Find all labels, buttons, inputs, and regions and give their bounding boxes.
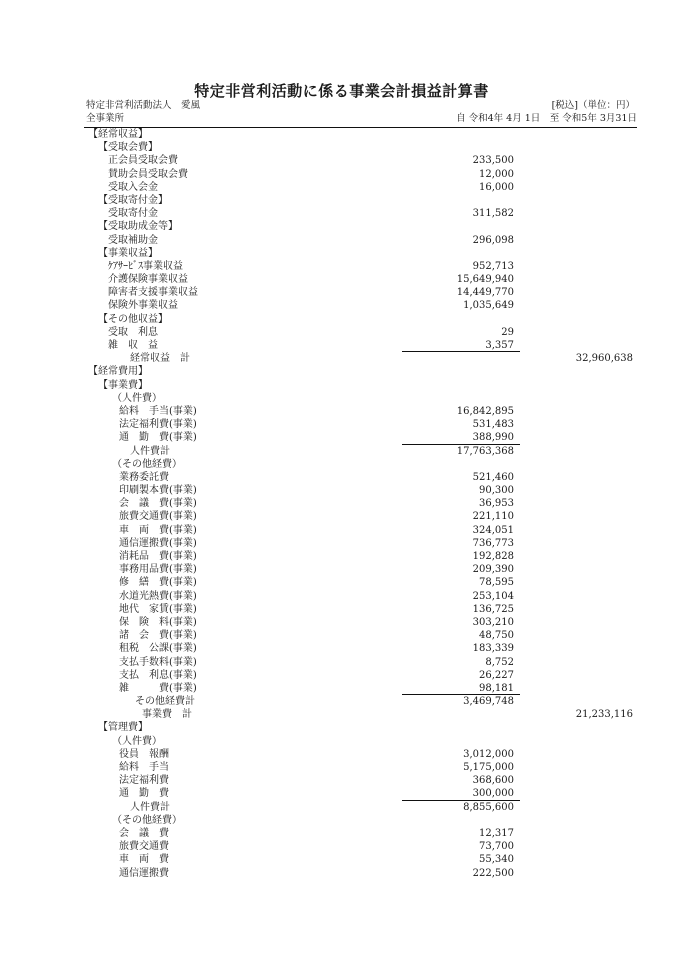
row-amount: 221,110 — [472, 511, 514, 523]
row-label: 賛助会員受取会費 — [108, 168, 188, 180]
row-amount: 136,725 — [472, 603, 514, 615]
period-label: 自 令和4年 4月 1日 至 令和5年 3月31日 — [456, 113, 637, 124]
row-label: 租税 公課(事業) — [119, 643, 197, 655]
statement-row — [0, 853, 683, 866]
statement-row — [0, 405, 683, 418]
row-label: 【経常収益】 — [88, 129, 148, 140]
row-amount: 233,500 — [472, 155, 514, 167]
row-amount: 222,500 — [472, 867, 514, 879]
statement-row — [0, 154, 683, 167]
statement-row — [0, 524, 683, 537]
row-amount: 253,104 — [472, 590, 514, 602]
statement-row — [0, 365, 683, 378]
row-label: 受取補助金 — [108, 234, 158, 246]
statement-row — [0, 141, 683, 154]
row-label: 【管理費】 — [98, 722, 148, 734]
row-label: 通 勤 費(事業) — [119, 432, 197, 444]
row-label: 保険外事業収益 — [108, 300, 178, 312]
row-amount: 209,390 — [472, 564, 514, 576]
statement-row — [0, 563, 683, 576]
statement-row — [0, 339, 683, 352]
statement-row — [0, 220, 683, 233]
row-total-amount: 32,960,638 — [575, 353, 633, 365]
statement-row — [0, 418, 683, 431]
row-label: 事業費 計 — [142, 709, 192, 721]
row-label: 【受取寄付金】 — [98, 194, 168, 206]
statement-row — [0, 168, 683, 181]
statement-row — [0, 128, 683, 141]
statement-row — [0, 484, 683, 497]
row-amount: 3,469,748 — [463, 696, 514, 708]
row-amount: 183,339 — [472, 643, 514, 655]
statement-row — [0, 207, 683, 220]
row-amount: 952,713 — [472, 260, 514, 272]
row-label: 支払 利息(事業) — [119, 669, 197, 681]
statement-body — [0, 128, 683, 880]
row-label: 【受取会費】 — [98, 142, 158, 154]
row-amount: 48,750 — [479, 630, 514, 642]
row-label: 会 議 費(事業) — [119, 498, 197, 510]
statement-row — [0, 761, 683, 774]
row-label: 【その他収益】 — [98, 313, 168, 325]
row-amount: 8,855,600 — [463, 801, 514, 813]
statement-row — [0, 379, 683, 392]
statement-row — [0, 510, 683, 523]
row-amount: 192,828 — [472, 551, 514, 562]
statement-row — [0, 603, 683, 616]
row-label: 法定福利費 — [119, 775, 169, 787]
row-label: 【経常費用】 — [88, 366, 148, 378]
row-amount: 55,340 — [479, 854, 514, 866]
statement-row — [0, 787, 683, 800]
row-amount: 98,181 — [479, 682, 514, 694]
row-label: 雑 収 益 — [108, 340, 158, 351]
row-label: 雑 費(事業) — [119, 682, 197, 694]
row-label: 旅費交通費(事業) — [119, 511, 197, 523]
row-label: 受取寄付金 — [108, 208, 158, 220]
row-label: 水道光熱費(事業) — [119, 590, 197, 602]
row-amount: 324,051 — [472, 524, 514, 536]
row-label: 【受取助成金等】 — [98, 221, 178, 233]
statement-row — [0, 299, 683, 312]
row-label: 通信運搬費 — [119, 867, 169, 879]
row-label: 保 険 料(事業) — [119, 616, 197, 628]
row-label: 人件費計 — [130, 801, 170, 813]
unit-note: [税込]（単位：円） — [551, 100, 635, 111]
statement-row — [0, 352, 683, 365]
statement-row — [0, 234, 683, 247]
statement-title: 特定非営利活動に係る事業会計損益計算書 — [194, 82, 489, 100]
statement-row — [0, 550, 683, 563]
row-amount: 300,000 — [472, 788, 514, 800]
row-label: 法定福利費(事業) — [119, 419, 197, 431]
row-label: （その他経費） — [112, 814, 182, 826]
statement-row — [0, 497, 683, 510]
statement-row — [0, 669, 683, 682]
row-amount: 15,649,940 — [456, 274, 514, 286]
row-label: （その他経費） — [112, 458, 182, 470]
row-amount: 368,600 — [472, 775, 514, 787]
row-label: 受取 利息 — [108, 326, 158, 338]
statement-row — [0, 801, 683, 814]
row-label: 【事業費】 — [98, 379, 148, 391]
statement-row — [0, 247, 683, 260]
statement-row — [0, 286, 683, 299]
statement-row — [0, 695, 683, 708]
statement-row — [0, 642, 683, 655]
statement-row — [0, 313, 683, 326]
row-label: その他経費計 — [135, 696, 195, 708]
statement-row — [0, 590, 683, 603]
row-amount: 521,460 — [472, 471, 514, 483]
statement-row — [0, 827, 683, 840]
row-label: （人件費） — [112, 392, 162, 404]
statement-row — [0, 260, 683, 273]
row-label: （人件費） — [112, 735, 162, 747]
row-label: 介護保険事業収益 — [108, 274, 188, 286]
statement-row — [0, 616, 683, 629]
row-label: 諸 会 費(事業) — [119, 630, 197, 642]
row-label: 支払手数料(事業) — [119, 656, 197, 668]
row-label: 経常収益 計 — [130, 353, 190, 365]
row-amount: 736,773 — [472, 537, 514, 549]
row-label: 障害者支援事業収益 — [108, 287, 198, 299]
statement-row — [0, 721, 683, 734]
row-amount: 16,000 — [479, 181, 514, 193]
row-amount: 29 — [501, 326, 514, 338]
row-label: 旅費交通費 — [119, 841, 169, 853]
statement-row — [0, 326, 683, 339]
statement-row — [0, 748, 683, 761]
statement-row — [0, 458, 683, 471]
statement-row — [0, 867, 683, 880]
row-label: 給料 手当(事業) — [119, 405, 197, 417]
row-label: 印刷製本費(事業) — [119, 485, 197, 497]
row-label: 通信運搬費(事業) — [119, 537, 197, 549]
row-amount: 90,300 — [479, 485, 514, 497]
division-label: 全事業所 — [86, 113, 125, 124]
row-amount: 17,763,368 — [456, 445, 514, 457]
row-label: 車 両 費 — [119, 854, 169, 866]
row-label: 役員 報酬 — [119, 748, 169, 760]
row-amount: 1,035,649 — [463, 300, 514, 312]
statement-row — [0, 774, 683, 787]
statement-row — [0, 537, 683, 550]
row-amount: 73,700 — [479, 841, 514, 853]
statement-row — [0, 629, 683, 642]
row-label: 正会員受取会費 — [108, 155, 178, 167]
statement-row — [0, 576, 683, 589]
statement-row — [0, 735, 683, 748]
row-amount: 3,357 — [485, 340, 514, 351]
row-label: ｹｱｻｰﾋﾞｽ事業収益 — [108, 260, 183, 272]
row-total-amount: 21,233,116 — [575, 709, 633, 721]
row-label: 会 議 費 — [119, 827, 169, 839]
statement-row — [0, 708, 683, 721]
row-amount: 16,842,895 — [456, 405, 514, 417]
row-label: 通 勤 費 — [119, 788, 169, 800]
row-amount: 531,483 — [472, 419, 514, 431]
row-amount: 388,990 — [472, 432, 514, 444]
statement-row — [0, 392, 683, 405]
statement-row — [0, 471, 683, 484]
row-label: 人件費計 — [130, 445, 170, 457]
row-amount: 26,227 — [479, 669, 514, 681]
row-amount: 36,953 — [479, 498, 514, 510]
statement-row — [0, 682, 683, 695]
statement-row — [0, 181, 683, 194]
row-amount: 5,175,000 — [463, 762, 514, 773]
row-label: 地代 家賃(事業) — [119, 603, 197, 615]
statement-row — [0, 273, 683, 286]
row-amount: 8,752 — [485, 656, 514, 668]
statement-row — [0, 194, 683, 207]
row-amount: 3,012,000 — [463, 748, 514, 760]
row-amount: 311,582 — [472, 208, 514, 220]
row-amount: 78,595 — [479, 577, 514, 589]
statement-row — [0, 840, 683, 853]
row-label: 車 両 費(事業) — [119, 524, 197, 536]
row-label: 修 繕 費(事業) — [119, 577, 197, 589]
statement-row — [0, 445, 683, 458]
statement-row — [0, 656, 683, 669]
row-amount: 296,098 — [472, 234, 514, 246]
row-label: 消耗品 費(事業) — [119, 551, 197, 562]
row-label: 事務用品費(事業) — [119, 564, 197, 576]
row-amount: 12,317 — [479, 827, 514, 839]
row-amount: 12,000 — [479, 168, 514, 180]
statement-row — [0, 431, 683, 444]
row-amount: 14,449,770 — [456, 287, 514, 299]
row-label: 受取入会金 — [108, 181, 158, 193]
row-label: 業務委託費 — [119, 471, 169, 483]
statement-row — [0, 814, 683, 827]
organization-name: 特定非営利活動法人 愛風 — [86, 100, 201, 111]
row-label: 【事業収益】 — [98, 247, 158, 259]
row-label: 給料 手当 — [119, 762, 169, 773]
row-amount: 303,210 — [472, 616, 514, 628]
